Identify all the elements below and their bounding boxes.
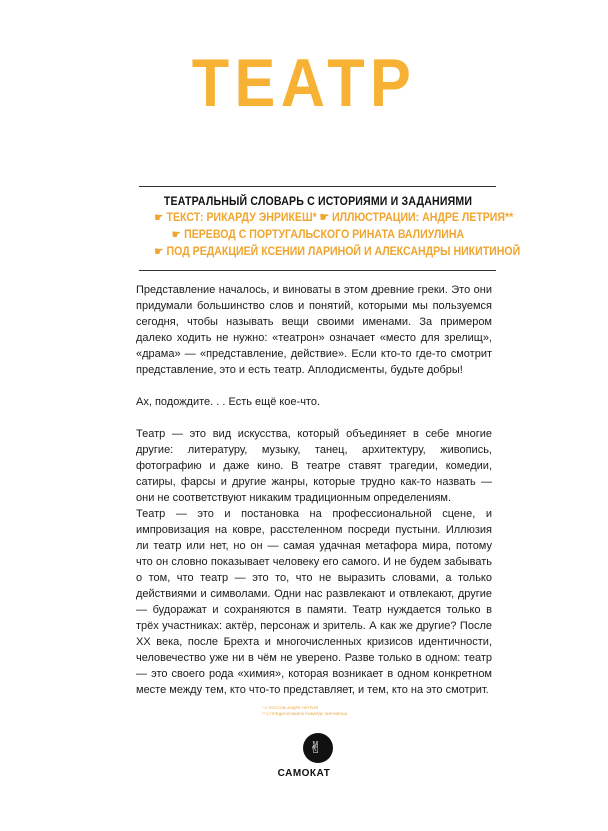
pointing-hand-icon: ☛ bbox=[171, 229, 181, 241]
footnote: * С ПОСТОМ АНДРЕ ЛЕТРИЯ bbox=[262, 705, 319, 710]
paragraph: Театр — это вид искусства, который объединяет в себе многие другие: литературу, музыку, танец, архитектуру, живопись, фотографию и даже кино. В театре ставят трагедии, комедии, сатиры, фарсы и другие жанры, которые трудно как-то назвать — они не соответствуют никаким традиционным определениям. bbox=[136, 428, 492, 504]
book-subtitle: ТЕАТРАЛЬНЫЙ СЛОВАРЬ С ИСТОРИЯМИ И ЗАДАНИЯМИ bbox=[163, 194, 473, 208]
paragraph: Представление началось, и виноваты в этом древние греки. Это они придумали большинство слов и понятий, которыми мы пользуемся сегодня, чтобы называть вещи своими именами. За примером далеко ходить не нужно: «театрон» означает «место для зрелищ», «драма» — «представление, действие». Если кто-то где-то смотрит представление, это и есть театр. Аплодисменты, будьте добры! bbox=[136, 284, 492, 376]
credit-text-illustrations: ☛ ТЕКСТ: РИКАРДУ ЭНРИКЕШ* ☛ ИЛЛЮСТРАЦИИ: АНДРЕ ЛЕТРИЯ** bbox=[154, 210, 514, 224]
footnotes bbox=[262, 705, 347, 717]
paragraph: Театр — это и постановка на профессиональной сцене, и импровизация на ковре, расстеленном посреди пустыни. Иллюзия ли театр или нет, но он — самая удачная метафора мира, потому что он словно показывает человеку его самого. И не будем забывать о том, что театр — это то, что не выразить словами, а только действиями и символами. Одни нас развлекают и отвлекают, другие — будоражат и сохраняются в памяти. Театр нуждается только в трёх участниках: актёр, персонаж и зритель. А как же другие? После XX века, после Брехта и многочисленных кризисов идентичности, человечество уже ни в чём не уверено. Разве только в одном: театр — это своего рода «химия», которая возникает в одном конкретном месте между тем, кто что-то представляет, и тем, кто на это смотрит. bbox=[136, 508, 492, 696]
pointing-hand-icon: ☛ bbox=[154, 246, 164, 258]
credit-translation: ☛ ПЕРЕВОД С ПОРТУГАЛЬСКОГО РИНАТА ВАЛИУЛИНА bbox=[171, 227, 465, 241]
credits-block bbox=[132, 193, 521, 260]
publisher-logo bbox=[303, 733, 333, 763]
pointing-hand-icon: ☛ bbox=[154, 212, 164, 224]
body-text bbox=[136, 282, 492, 714]
footnote: ** С ПРЕДИСЛОВИЕМ РИКАРДУ ЭНРИКЕША bbox=[262, 711, 348, 716]
publisher-name: САМОКАТ bbox=[277, 768, 331, 779]
credit-editors: ☛ ПОД РЕДАКЦИЕЙ КСЕНИИ ЛАРИНОЙ И АЛЕКСАНДРЫ НИКИТИНОЙ bbox=[154, 244, 521, 258]
paragraph: Ах, подождите. . . Есть ещё кое-что. bbox=[136, 396, 321, 408]
bottom-divider bbox=[139, 270, 496, 271]
book-title: ТЕАТР bbox=[191, 45, 417, 121]
top-divider bbox=[139, 186, 496, 187]
scooter-rider-icon: ✌ bbox=[309, 740, 323, 757]
